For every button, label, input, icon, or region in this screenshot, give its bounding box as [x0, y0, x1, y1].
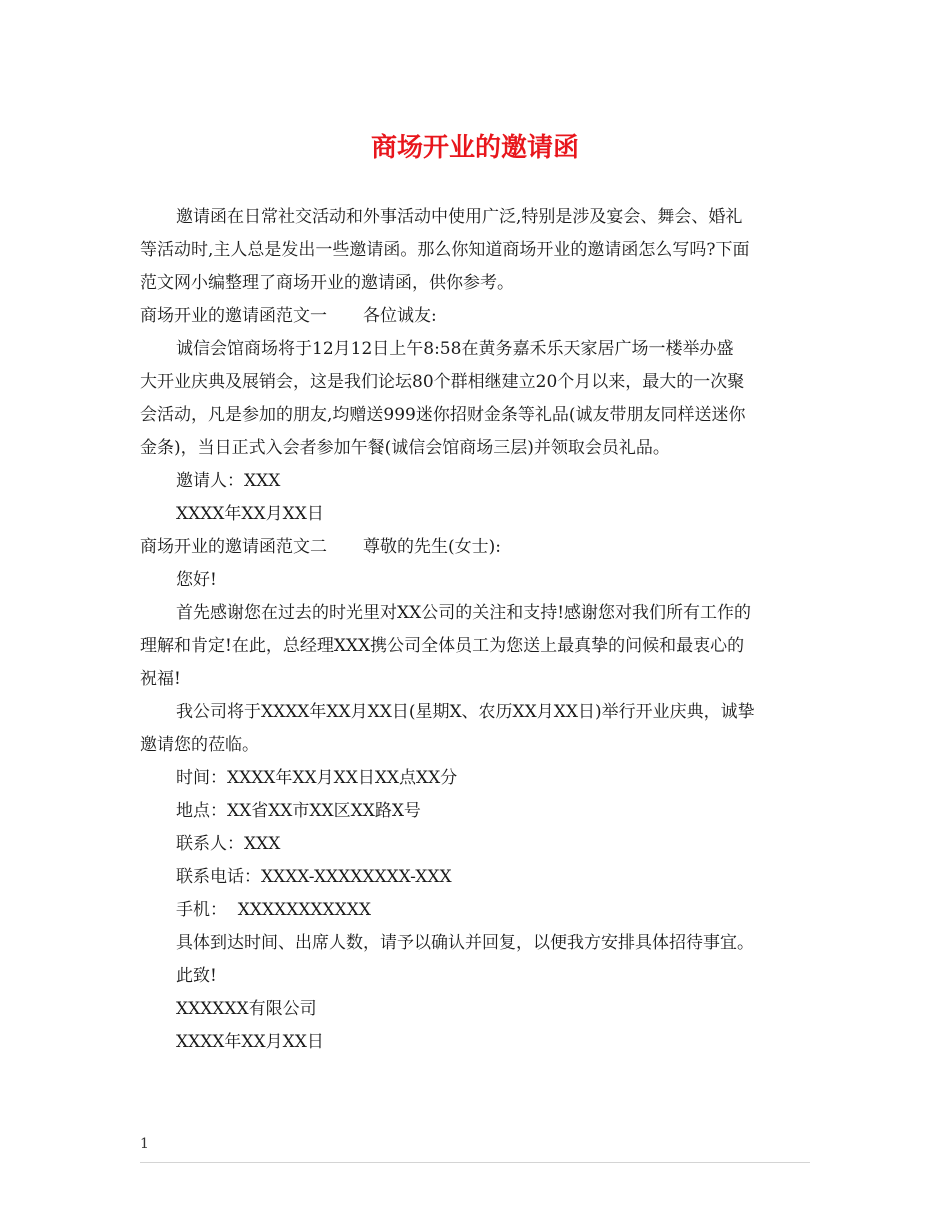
sample2-greeting: 您好! [176, 570, 217, 590]
intro-line: 范文网小编整理了商场开业的邀请函，供你参考。 [140, 273, 514, 293]
sample2-mobile: 手机： XXXXXXXXXXX [176, 900, 371, 920]
sample1-body-line: 大开业庆典及展销会，这是我们论坛80个群相继建立20个月以来，最大的一次聚 [140, 372, 745, 392]
sample1-body-line: 金条)，当日正式入会者参加午餐(诚信会馆商场三层)并领取会员礼品。 [140, 438, 670, 458]
sample1-inviter: 邀请人：XXX [176, 471, 281, 491]
sample2-thanks-line: 理解和肯定!在此，总经理XXX携公司全体员工为您送上最真挚的问候和最衷心的 [140, 636, 745, 656]
sample1-heading: 商场开业的邀请函范文一 [140, 306, 327, 326]
sample2-confirm: 具体到达时间、出席人数，请予以确认并回复，以便我方安排具体招待事宜。 [176, 933, 754, 953]
document-title: 商场开业的邀请函 [370, 133, 579, 163]
intro-line: 等活动时,主人总是发出一些邀请函。那么你知道商场开业的邀请函怎么写吗?下面 [140, 240, 750, 260]
sample2-company: XXXXXX有限公司 [176, 999, 317, 1019]
sample1-salutation: 各位诚友: [363, 306, 437, 326]
sample1-body [140, 333, 812, 465]
footer-divider [140, 1162, 810, 1163]
intro-paragraph [140, 201, 812, 300]
sample2-invite-line: 邀请您的莅临。 [140, 735, 259, 755]
sample2-invite [140, 696, 812, 762]
sample2-salutation: 尊敬的先生(女士): [363, 537, 501, 557]
sample1-body-line: 会活动，凡是参加的朋友,均赠送999迷你招财金条等礼品(诚友带朋友同样送迷你 [140, 405, 746, 425]
sample1-heading-line [140, 300, 812, 333]
sample1-body-line: 诚信会馆商场将于12月12日上午8:58在黄务嘉禾乐天家居广场一楼举办盛 [176, 339, 734, 359]
sample2-thanks-line: 首先感谢您在过去的时光里对XX公司的关注和支持!感谢您对我们所有工作的 [176, 603, 752, 623]
sample2-thanks [140, 597, 812, 696]
sample2-heading: 商场开业的邀请函范文二 [140, 537, 327, 557]
sample2-heading-line [140, 531, 812, 564]
sample2-thanks-line: 祝福! [140, 669, 181, 689]
sample2-phone: 联系电话：XXXX-XXXXXXXX-XXX [176, 867, 452, 887]
sample2-place: 地点：XX省XX市XX区XX路X号 [176, 801, 421, 821]
sample2-time: 时间：XXXX年XX月XX日XX点XX分 [176, 768, 458, 788]
document-body [140, 201, 812, 1059]
sample2-closing: 此致! [176, 966, 217, 986]
sample1-date: XXXX年XX月XX日 [176, 504, 324, 524]
sample2-invite-line: 我公司将于XXXX年XX月XX日(星期X、农历XX月XX日)举行开业庆典，诚挚 [176, 702, 755, 722]
page-number: 1 [140, 1136, 149, 1152]
intro-line: 邀请函在日常社交活动和外事活动中使用广泛,特别是涉及宴会、舞会、婚礼 [176, 207, 743, 227]
sample2-contact: 联系人：XXX [176, 834, 281, 854]
sample2-date: XXXX年XX月XX日 [176, 1032, 324, 1052]
